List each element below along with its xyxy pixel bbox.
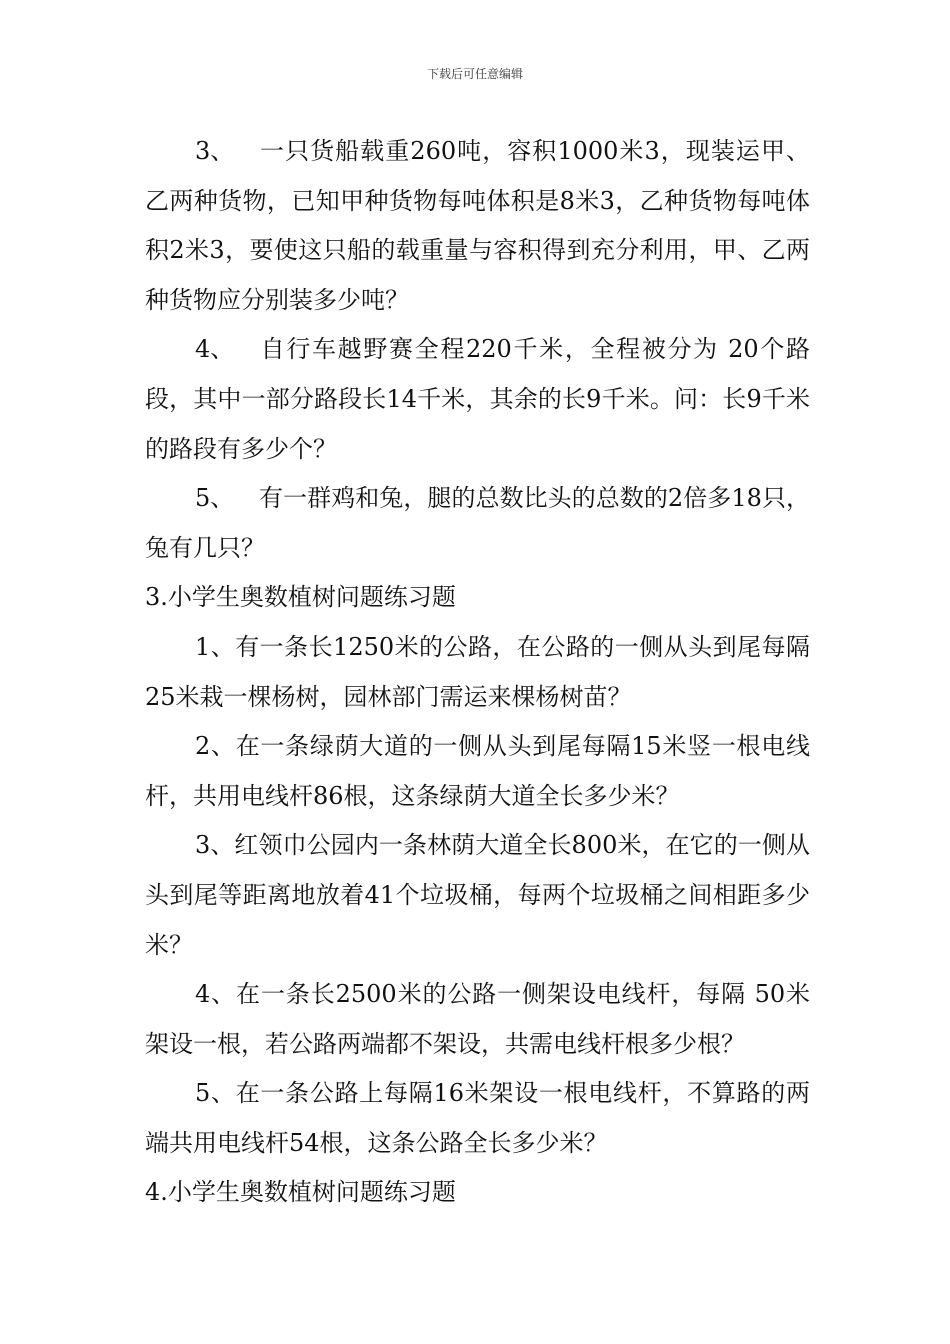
question-text: 自行车越野赛全程220千米，全程被分为 20个路段，其中一部分路段长14千米，其余的长9千米。问：长9千米的路段有多少个？ xyxy=(145,335,810,463)
question-5 xyxy=(145,474,810,573)
section-4-title: 4.小学生奥数植树问题练习题 xyxy=(145,1178,456,1207)
question-number: 3、 xyxy=(195,137,235,165)
question-text: 一只货船载重260吨，容积1000米3，现装运甲、乙两种货物，已知甲种货物每吨体积是8米3，乙种货物每吨体积2米3，要使这只船的载重量与容积得到充分利用，甲、乙两种货物应分别装多少吨？ xyxy=(145,137,810,314)
question-number: 4、 xyxy=(195,335,235,364)
tree-question-1: 1、有一条长1250米的公路，在公路的一侧从头到尾每隔25米栽一棵杨树，园林部门需运来棵杨树苗？ xyxy=(145,632,810,711)
page-header: 下载后可任意编辑 xyxy=(426,67,523,81)
document-body xyxy=(145,127,810,1218)
question-3 xyxy=(145,127,810,325)
tree-question-2: 2、在一条绿荫大道的一侧从头到尾每隔15米竖一根电线杆，共用电线杆86根，这条绿荫大道全长多少米？ xyxy=(145,732,810,810)
question-text: 有一群鸡和兔，腿的总数比头的总数的2倍多18只，兔有几只？ xyxy=(145,484,810,562)
tree-question-4: 4、在一条长2500米的公路一侧架设电线杆，每隔 50米架设一根，若公路两端都不架设，共需电线杆根多少根？ xyxy=(145,980,810,1058)
tree-question-5: 5、在一条公路上每隔16米架设一根电线杆，不算路的两端共用电线杆54根，这条公路全长多少米？ xyxy=(145,1079,810,1157)
question-4 xyxy=(145,325,810,474)
tree-question-3: 3、红领巾公园内一条林荫大道全长800米，在它的一侧从头到尾等距离地放着41个垃圾桶，每两个垃圾桶之间相距多少米？ xyxy=(145,831,810,959)
section-3-title: 3.小学生奥数植树问题练习题 xyxy=(145,583,456,612)
question-number: 5、 xyxy=(195,484,235,513)
